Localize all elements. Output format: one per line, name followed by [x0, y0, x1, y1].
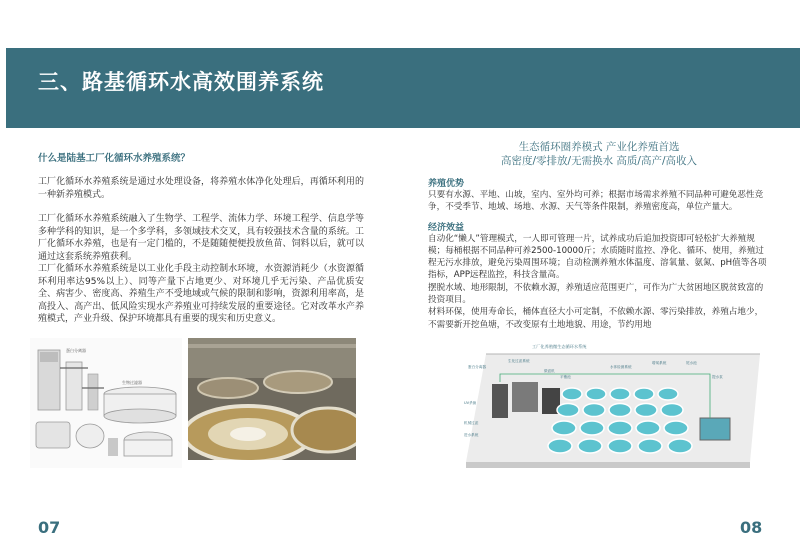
- page-number-right: 08: [740, 518, 763, 537]
- advantage-text: 只要有水源、平地、山坡，室内、室外均可养；根据市场需求养殖不同品种可避免恶性竞争，不受季节、地域、场地、水源、天气等条件限制，养殖密度高，单位产量大。: [428, 190, 764, 213]
- question-heading: 什么是陆基工厂化循环水养殖系统？: [38, 153, 191, 164]
- benefit-paragraph: 工厂化循环水养殖系统是以工业化手段主动控制水环境，水资源消耗少（水资源循环利用率达95%以上）、同等产量下占地更少、对环境几乎无污染、产品优质安全、病害少、密度高、养殖生产不受地域或气候的限制和影响，资源利用率高，是高投入、高产出、低风险实现水产养殖业可持续发展的重要途径。它对改革水产养殖模式，产业升级、保护环境都具有重要的现实和历史意义。: [38, 264, 364, 324]
- equipment-figures: [30, 338, 358, 468]
- diagram-label: 微滤机: [544, 369, 555, 373]
- tagline-line-1: 生态循环圈养模式 产业化养殖首选: [518, 141, 680, 153]
- diagram-label: UV杀菌: [464, 401, 477, 405]
- diagram-label: 机械过滤: [464, 421, 479, 425]
- tagline-line-2: 高密度/零排放/无需换水 高质/高产/高收入: [501, 155, 697, 167]
- diagram-label: 生化过滤系统: [508, 359, 530, 363]
- fish-tank-photo: [188, 338, 356, 460]
- intro-paragraph: 工厂化循环水养殖系统是通过水处理设备，将养殖水体净化处理后，再循环利用的一种新养殖模式。: [38, 177, 364, 200]
- filter-equipment-image: [30, 338, 182, 468]
- advantage-heading: 养殖优势: [428, 179, 465, 189]
- page-title: 三、路基循环水高效围养系统: [38, 70, 324, 94]
- svg-text:生物过滤器: 生物过滤器: [122, 380, 142, 385]
- benefit-heading: 经济效益: [428, 222, 465, 233]
- right-column: [428, 140, 770, 331]
- left-column: [38, 150, 364, 338]
- diagram-label: 平衡池: [560, 375, 571, 379]
- benefit-text-1: 自动化“懒人”管理模式，一人即可管理一片，试养成功后追加投资即可轻松扩大养殖规模；每桶根据不同品种可养2500-10000斤；水质随时监控、净化、循环、使用，养殖过程无污水排放，避免污染周围环境；自动检测养殖水体温度、溶氧量、氨氮、pH值等各项指标，APP远程监控，科技含量高。: [428, 233, 767, 281]
- svg-text:蛋白分离器: 蛋白分离器: [66, 348, 86, 353]
- benefit-text-2: 摆脱水域、地形限制，不依赖水源，养殖适应范围更广，可作为广大贫困地区脱贫致富的投资项目。: [428, 282, 764, 306]
- diagram-label: 蛋白分离器: [468, 365, 486, 369]
- benefit-text-3: 材料环保，使用寿命长，桶体直径大小可定制，不依赖水源、零污染排放，养殖占地少，不需要新开挖鱼塘，不改变原有土地地貌、用途，节约用地: [428, 307, 764, 330]
- diagram-label: 尾水池: [686, 361, 697, 365]
- discipline-paragraph: 工厂化循环水养殖系统融入了生物学、工程学、流体力学、环境工程学、信息学等多种学科的知识，是一个多学科，多领域技术交叉，具有较强技术含量的系统。工厂化循环水养殖，也是有一定门槛的，不是随随便便投放鱼苗、饲料以后，就可以通过这套系统养殖获利。: [38, 214, 364, 262]
- system-diagram: [460, 338, 765, 468]
- diagram-label: 进水系统: [464, 433, 479, 437]
- diagram-title: 工厂化养殖微生态循环水系统: [532, 344, 587, 349]
- diagram-label: 增氧系统: [652, 361, 667, 365]
- diagram-label: 提水泵: [712, 375, 723, 379]
- diagram-label: 水体检测系统: [610, 365, 632, 369]
- page-number-left: 07: [38, 518, 61, 537]
